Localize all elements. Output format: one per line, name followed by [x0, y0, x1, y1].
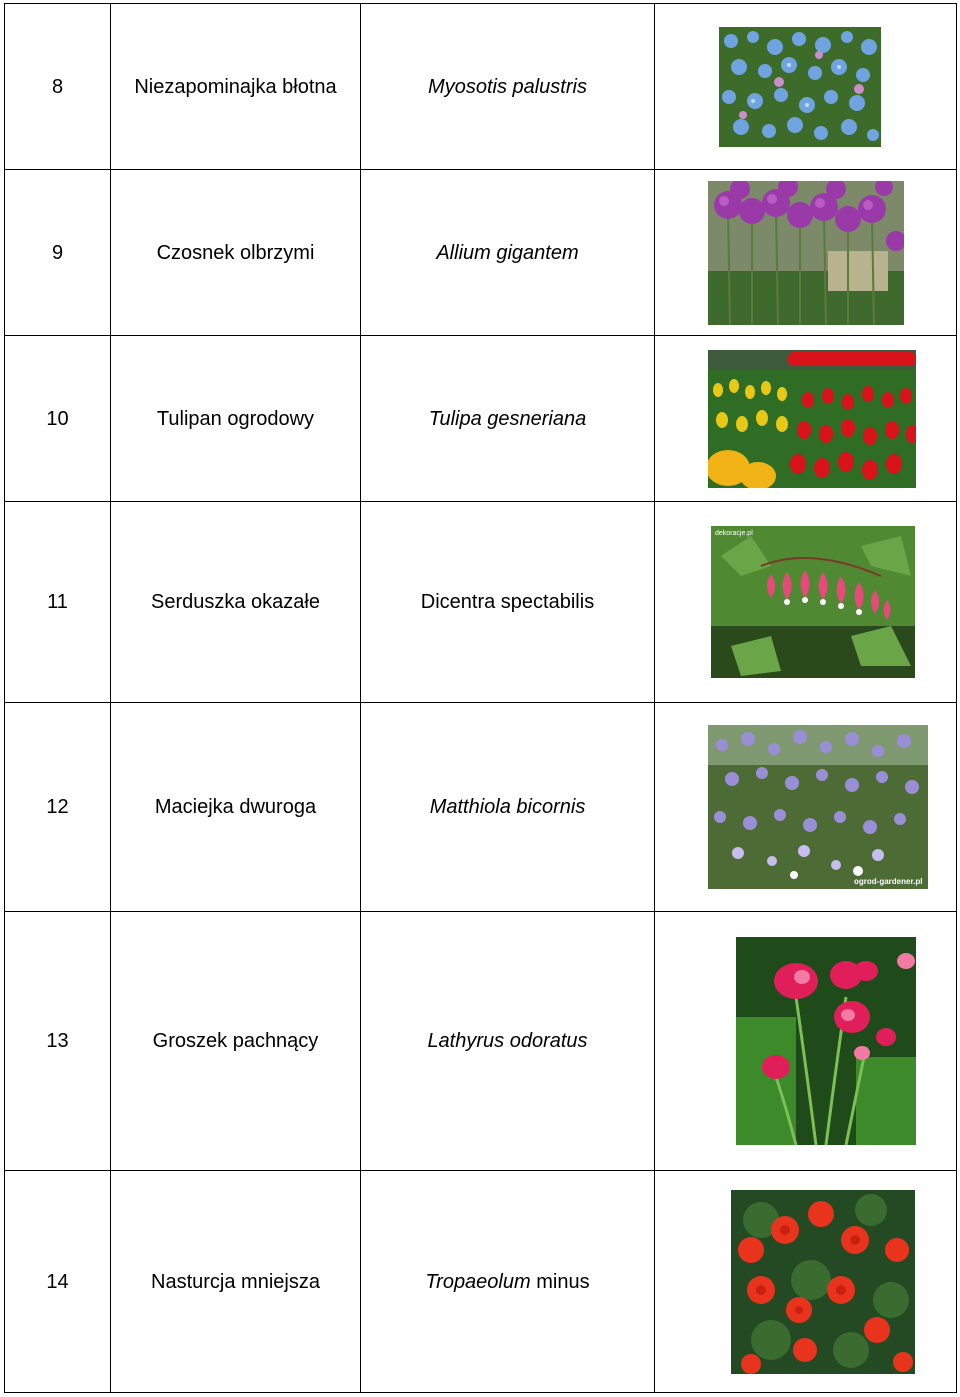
latin-name: Dicentra spectabilis — [361, 502, 655, 703]
polish-name: Czosnek olbrzymi — [111, 170, 361, 336]
bleeding-heart-photo — [711, 526, 915, 678]
photo-cell — [655, 703, 957, 912]
photo-cell — [655, 912, 957, 1171]
latin-name: Tulipa gesneriana — [361, 336, 655, 502]
photo-cell — [655, 1171, 957, 1393]
row-number: 9 — [5, 170, 111, 336]
latin-genus: Tropaeolum — [425, 1270, 531, 1293]
sweet-pea-photo — [736, 937, 916, 1145]
photo-cell — [655, 4, 957, 170]
polish-name: Niezapominajka błotna — [111, 4, 361, 170]
latin-name: Myosotis palustris — [361, 4, 655, 170]
row-number: 14 — [5, 1171, 111, 1393]
photo-cell — [655, 170, 957, 336]
forget-me-not-photo — [719, 27, 881, 147]
table-row — [5, 912, 957, 1171]
photo-cell — [655, 336, 957, 502]
latin-species: minus — [536, 1270, 590, 1293]
table-row — [5, 336, 957, 502]
night-stock-photo — [708, 725, 928, 889]
nasturtium-photo — [731, 1190, 915, 1374]
photo-cell — [655, 502, 957, 703]
polish-name: Tulipan ogrodowy — [111, 336, 361, 502]
allium-photo — [708, 181, 904, 325]
row-number: 13 — [5, 912, 111, 1171]
row-number: 12 — [5, 703, 111, 912]
row-number: 8 — [5, 4, 111, 170]
table-row — [5, 703, 957, 912]
table-row — [5, 170, 957, 336]
polish-name: Groszek pachnący — [111, 912, 361, 1171]
row-number: 10 — [5, 336, 111, 502]
row-number: 11 — [5, 502, 111, 703]
polish-name: Maciejka dwuroga — [111, 703, 361, 912]
plants-table — [4, 3, 957, 1393]
photo-watermark: ogrod-gardener.pl — [854, 877, 923, 886]
latin-name — [361, 1171, 655, 1393]
latin-name: Matthiola bicornis — [361, 703, 655, 912]
latin-name: Allium gigantem — [361, 170, 655, 336]
polish-name: Nasturcja mniejsza — [111, 1171, 361, 1393]
table-row — [5, 502, 957, 703]
table-row — [5, 1171, 957, 1393]
polish-name: Serduszka okazałe — [111, 502, 361, 703]
latin-name: Lathyrus odoratus — [361, 912, 655, 1171]
tulip-field-photo — [708, 350, 916, 488]
table-row — [5, 4, 957, 170]
photo-watermark: dekoracje.pl — [715, 530, 753, 537]
